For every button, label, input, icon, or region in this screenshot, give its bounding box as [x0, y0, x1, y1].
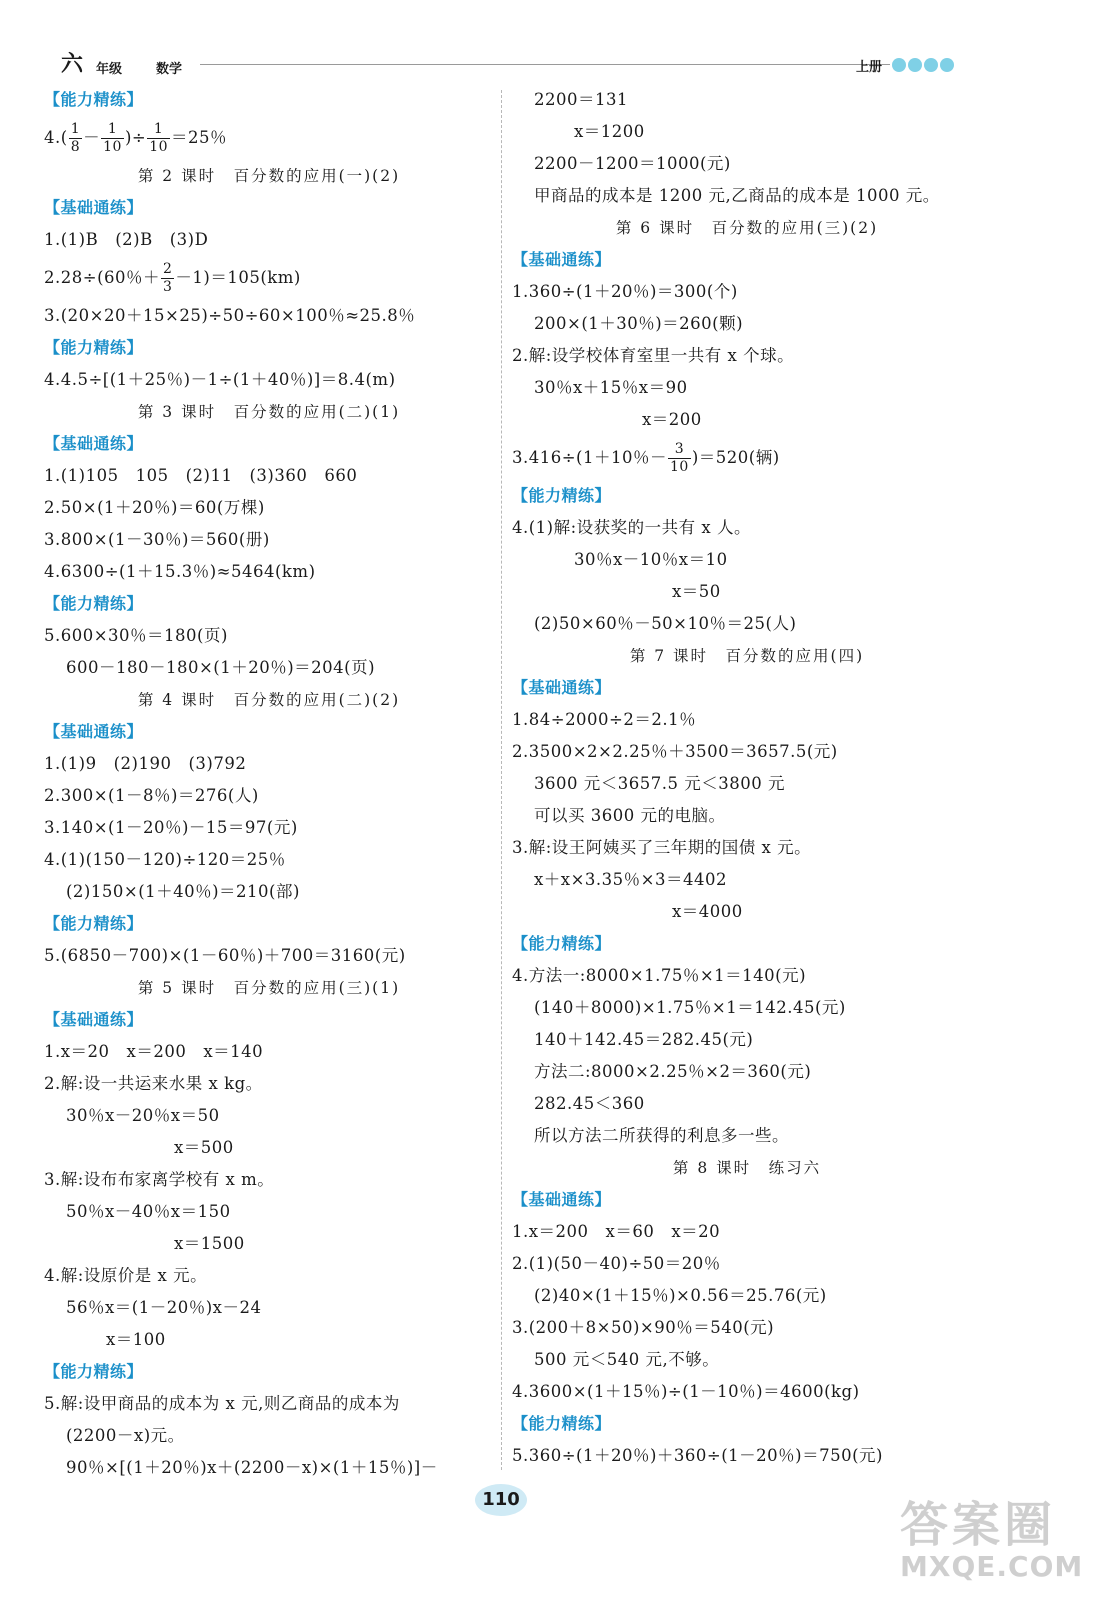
answer-line: 2.50×(1＋20％)＝60(万棵)	[44, 498, 265, 517]
section-tag: 【基础通练】	[44, 722, 144, 741]
answer-line: x＝200	[642, 410, 702, 429]
answer-line: 3.解:设布布家离学校有 x m。	[44, 1170, 275, 1189]
answer-line: 30％x－10％x＝10	[574, 550, 728, 569]
watermark	[900, 1486, 1084, 1586]
answer-line: 2.3500×2×2.25％＋3500＝3657.5(元)	[512, 742, 838, 761]
answer-line: 5.(6850－700)×(1－60％)＋700＝3160(元)	[44, 946, 406, 965]
page-header	[50, 52, 960, 86]
section-tag: 【能力精练】	[44, 594, 144, 613]
answer-line: 4.(1)解:设获奖的一共有 x 人。	[512, 518, 751, 537]
answer-line: (2)150×(1＋40％)＝210(部)	[66, 882, 300, 901]
answer-line: x＝1200	[574, 122, 645, 141]
answer-line: 5.360÷(1＋20％)＋360÷(1－20％)＝750(元)	[512, 1446, 883, 1465]
section-tag: 【基础通练】	[44, 198, 144, 217]
dot-icon	[892, 58, 906, 72]
header-rule	[200, 64, 890, 65]
answer-line: 2.解:设学校体育室里一共有 x 个球。	[512, 346, 795, 365]
grade-label: 年级	[96, 62, 123, 77]
lesson-title: 第 8 课时 练习六	[672, 1159, 822, 1177]
watermark-logo: 答案圈	[900, 1497, 1057, 1553]
lesson-title: 第 7 课时 百分数的应用(四)	[629, 647, 865, 665]
section-tag: 【基础通练】	[512, 1190, 612, 1209]
answer-line: 3.800×(1－30％)＝560(册)	[44, 530, 270, 549]
answer-line: 3.(200＋8×50)×90％＝540(元)	[512, 1318, 775, 1337]
answer-line: 3600 元＜3657.5 元＜3800 元	[534, 774, 785, 793]
grade-badge: 六	[60, 52, 83, 77]
answer-line: 4.解:设原价是 x 元。	[44, 1266, 208, 1285]
answer-line: 500 元＜540 元,不够。	[534, 1350, 720, 1369]
answer-line: 4.方法一:8000×1.75％×1＝140(元)	[512, 966, 807, 985]
answer-line: 3.解:设王阿姨买了三年期的国债 x 元。	[512, 838, 812, 857]
watermark-url: MXQE.COM	[900, 1550, 1084, 1583]
answer-line: 1.(1)B (2)B (3)D	[44, 230, 209, 249]
answer-line: 2200－1200＝1000(元)	[534, 154, 731, 173]
answer-line: 所以方法二所获得的利息多一些。	[534, 1126, 789, 1145]
fraction	[101, 121, 124, 156]
page-number: 110	[475, 1484, 527, 1516]
section-tag: 【基础通练】	[512, 678, 612, 697]
section-tag: 【能力精练】	[512, 934, 612, 953]
answer-line: 4.3600×(1＋15％)÷(1－10％)＝4600(kg)	[512, 1382, 860, 1401]
answer-line	[44, 256, 494, 300]
numerator: 1	[70, 121, 81, 137]
answer-line	[512, 436, 982, 480]
fraction	[147, 121, 170, 156]
answer-line: x＋x×3.35％×3＝4402	[534, 870, 727, 889]
answer-line: 可以买 3600 元的电脑。	[534, 806, 726, 825]
answer-line: 4.4.5÷[(1＋25％)－1÷(1＋40％)]＝8.4(m)	[44, 370, 396, 389]
answer-line: 1.x＝20 x＝200 x＝140	[44, 1042, 264, 1061]
answer-line: 1.x＝200 x＝60 x＝20	[512, 1222, 721, 1241]
answer-line: x＝50	[672, 582, 721, 601]
answer-line: 方法二:8000×2.25％×2＝360(元)	[534, 1062, 812, 1081]
answer-line: 1.(1)9 (2)190 (3)792	[44, 754, 247, 773]
dot-icon	[924, 58, 938, 72]
answer-line: 1.360÷(1＋20％)＝300(个)	[512, 282, 738, 301]
section-tag: 【能力精练】	[44, 90, 144, 109]
section-tag: 【能力精练】	[512, 486, 612, 505]
fraction	[69, 121, 82, 156]
answer-line: 1.(1)105 105 (2)11 (3)360 660	[44, 466, 358, 485]
answer-line: 5.600×30％＝180(页)	[44, 626, 228, 645]
section-tag: 【能力精练】	[44, 914, 144, 933]
expr-text: －1)＝105(km)	[175, 268, 301, 287]
section-tag: 【能力精练】	[512, 1414, 612, 1433]
answer-line: 3.140×(1－20％)－15＝97(元)	[44, 818, 298, 837]
answer-line: 140＋142.45＝282.45(元)	[534, 1030, 754, 1049]
right-column	[512, 84, 982, 1472]
answer-line: 30％x＋15％x＝90	[534, 378, 688, 397]
answer-line: 1.84÷2000÷2＝2.1％	[512, 710, 697, 729]
expr-text: )＝520(辆)	[691, 448, 780, 467]
lesson-title: 第 6 课时 百分数的应用(三)(2)	[615, 219, 879, 237]
expr-text: 4.(	[44, 128, 68, 147]
numerator: 3	[668, 441, 691, 459]
answer-line: 4.(1)(150－120)÷120＝25％	[44, 850, 286, 869]
denominator: 10	[149, 139, 169, 155]
section-tag: 【能力精练】	[44, 338, 144, 357]
lesson-title: 第 3 课时 百分数的应用(二)(1)	[137, 403, 401, 421]
expr-text: 3.416÷(1＋10％－	[512, 448, 667, 467]
expr-text: ＝25％	[171, 128, 228, 147]
answer-line: (2)40×(1＋15％)×0.56＝25.76(元)	[534, 1286, 827, 1305]
answer-line: x＝4000	[672, 902, 743, 921]
denominator: 3	[163, 279, 173, 295]
expr-text: －	[83, 128, 101, 147]
section-tag: 【能力精练】	[44, 1362, 144, 1381]
answer-line: 5.解:设甲商品的成本为 x 元,则乙商品的成本为	[44, 1394, 400, 1413]
answer-line: 3.(20×20＋15×25)÷50÷60×100％≈25.8％	[44, 306, 416, 325]
answer-line: (2)50×60％－50×10％＝25(人)	[534, 614, 797, 633]
answer-line: x＝100	[106, 1330, 166, 1349]
answer-line: 600－180－180×(1＋20％)＝204(页)	[66, 658, 376, 677]
lesson-title: 第 4 课时 百分数的应用(二)(2)	[137, 691, 401, 709]
lesson-title: 第 5 课时 百分数的应用(三)(1)	[137, 979, 401, 997]
answer-line: (140＋8000)×1.75％×1＝142.45(元)	[534, 998, 846, 1017]
answer-line: 甲商品的成本是 1200 元,乙商品的成本是 1000 元。	[534, 186, 940, 205]
answer-line: x＝1500	[174, 1234, 245, 1253]
answer-line: 2.解:设一共运来水果 x kg。	[44, 1074, 263, 1093]
denominator: 10	[670, 459, 689, 475]
dot-icon	[940, 58, 954, 72]
left-column	[44, 84, 494, 1484]
numerator: 1	[101, 121, 124, 139]
denominator: 10	[103, 139, 122, 155]
lesson-title: 第 2 课时 百分数的应用(一)(2)	[137, 167, 401, 185]
answer-line: x＝500	[174, 1138, 234, 1157]
section-tag: 【基础通练】	[512, 250, 612, 269]
denominator: 8	[70, 139, 81, 155]
dot-icon	[908, 58, 922, 72]
answer-line: 90％×[(1＋20％)x＋(2200－x)×(1＋15％)]－	[66, 1458, 438, 1477]
volume-label: 上册	[856, 60, 883, 75]
answer-line: 282.45＜360	[534, 1094, 645, 1113]
fraction	[161, 261, 174, 296]
section-tag: 【基础通练】	[44, 434, 144, 453]
answer-line	[44, 116, 494, 160]
expr-text: )÷	[124, 128, 147, 147]
column-divider	[501, 90, 502, 1470]
subject-label: 数学	[156, 62, 183, 77]
answer-line: 2.300×(1－8％)＝276(人)	[44, 786, 259, 805]
answer-line: 2200＝131	[534, 90, 628, 109]
answer-line: 4.6300÷(1＋15.3％)≈5464(km)	[44, 562, 316, 581]
answer-line: 2.(1)(50－40)÷50＝20％	[512, 1254, 721, 1273]
fraction	[668, 441, 691, 476]
answer-line: (2200－x)元。	[66, 1426, 185, 1445]
numerator: 1	[147, 121, 170, 139]
section-tag: 【基础通练】	[44, 1010, 144, 1029]
answer-line: 30％x－20％x＝50	[66, 1106, 220, 1125]
numerator: 2	[163, 261, 173, 277]
expr-text: 2.28÷(60％＋	[44, 268, 160, 287]
answer-line: 200×(1＋30％)＝260(颗)	[534, 314, 744, 333]
decorative-dots	[892, 58, 956, 72]
answer-line: 56％x＝(1－20％)x－24	[66, 1298, 262, 1317]
answer-line: 50％x－40％x＝150	[66, 1202, 231, 1221]
